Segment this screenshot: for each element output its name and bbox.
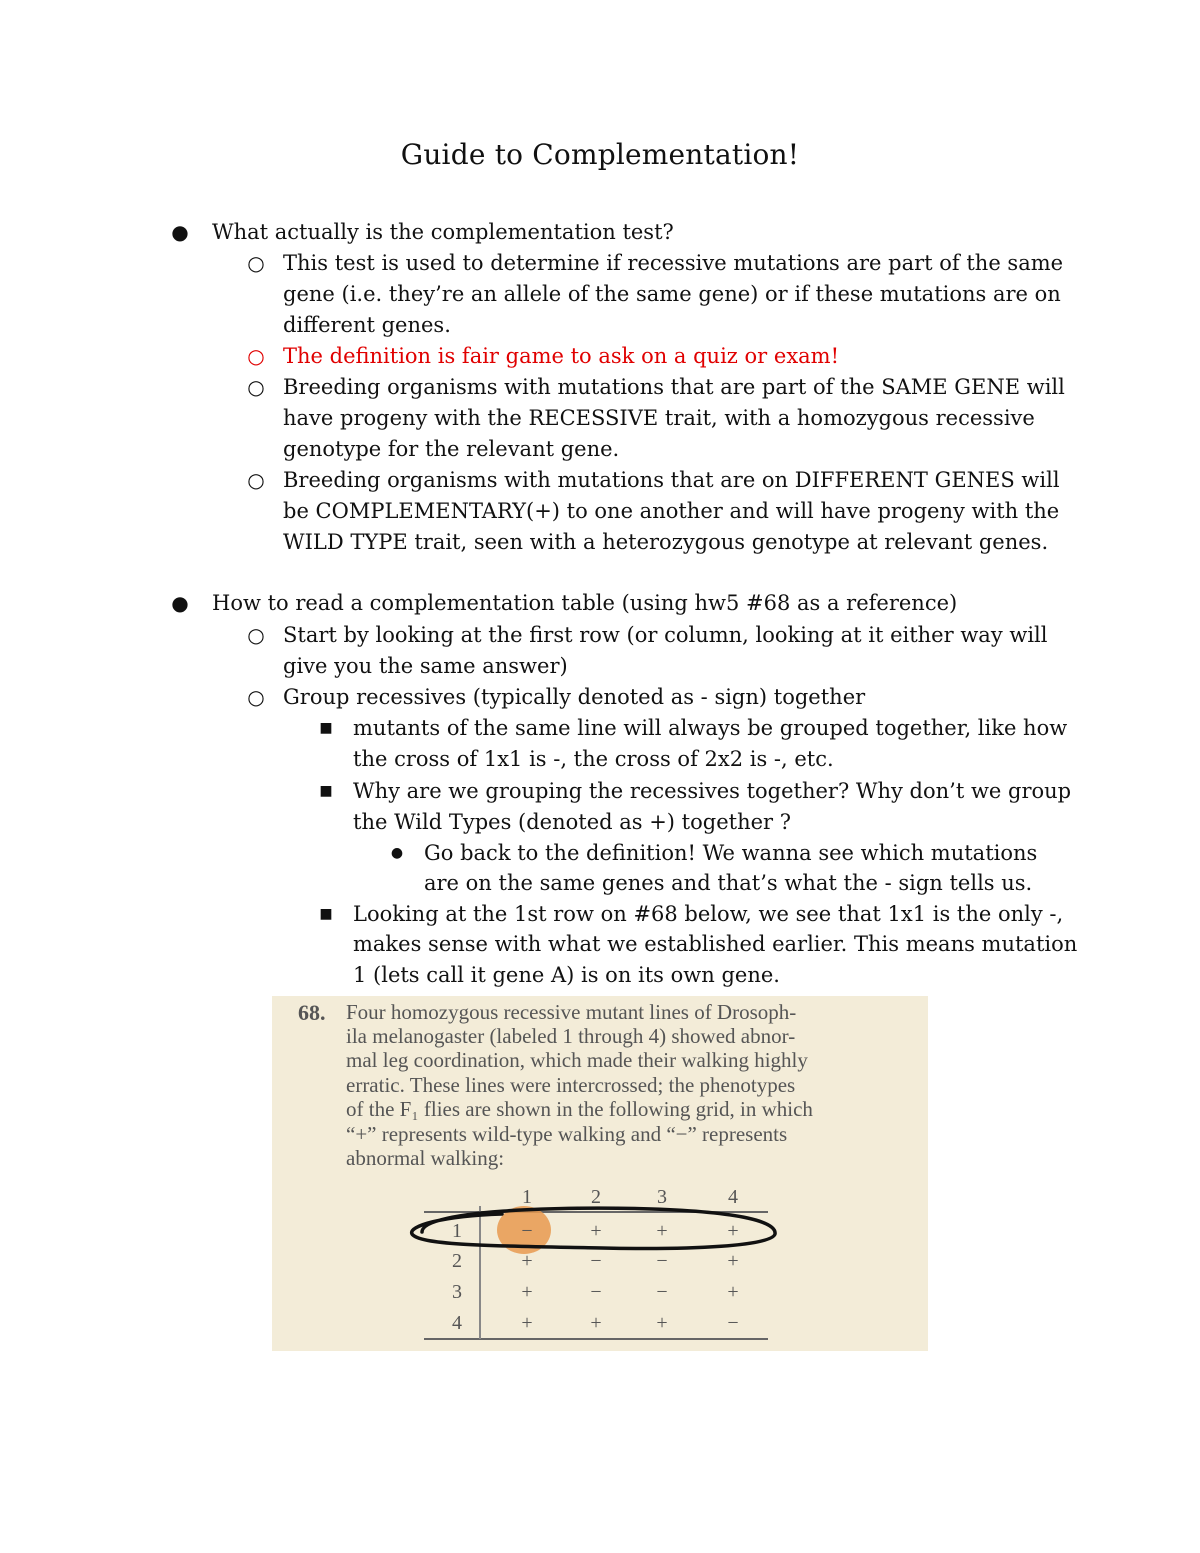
s1-item4-line: be COMPLEMENTARY(+) to one another and will have progeny with the	[283, 499, 1060, 523]
s1-item3-line: have progeny with the RECESSIVE trait, with a homozygous recessive	[283, 406, 1035, 430]
bullet-square-icon: ■	[319, 906, 333, 922]
s1-item1-line: gene (i.e. they’re an allele of the same gene) or if these mutations are on	[283, 282, 1061, 306]
grid-row-header: 1	[452, 1220, 462, 1242]
grid-cell: +	[727, 1220, 739, 1242]
s1-item2-red-note: The definition is fair game to ask on a quiz or exam!	[283, 344, 840, 368]
bullet-circle-icon: ○	[247, 685, 265, 709]
grid-col-header: 1	[522, 1186, 532, 1208]
grid-cell: +	[656, 1220, 668, 1242]
s2-subsub1-line: Go back to the definition! We wanna see which mutations	[424, 841, 1038, 865]
bullet-circle-icon: ○	[247, 344, 265, 368]
s2-item2: Group recessives (typically denoted as - sign) together	[283, 685, 866, 709]
problem-text-line: mal leg coordination, which made their walking highly	[346, 1048, 808, 1072]
grid-row-header: 3	[452, 1281, 462, 1303]
problem-text-line: ila melanogaster (labeled 1 through 4) showed abnor-	[346, 1024, 796, 1048]
grid-cell: +	[656, 1312, 668, 1334]
s2-sub1-line: mutants of the same line will always be grouped together, like how	[353, 716, 1068, 740]
grid-cell: −	[727, 1312, 739, 1334]
hand-drawn-ellipse	[272, 996, 928, 1351]
s2-sub1-line: the cross of 1x1 is -, the cross of 2x2 is -, etc.	[353, 747, 834, 771]
problem-number: 68.	[298, 1000, 326, 1025]
bullet-dot-icon: ●	[171, 220, 189, 244]
grid-row-header: 2	[452, 1250, 462, 1272]
textbook-excerpt-figure	[272, 996, 928, 1351]
grid-row-header: 4	[452, 1312, 462, 1334]
grid-cell: +	[521, 1312, 533, 1334]
bullet-circle-icon: ○	[247, 375, 265, 399]
grid-cell: −	[590, 1250, 602, 1272]
s1-item3-line: genotype for the relevant gene.	[283, 437, 620, 461]
s2-sub2-line: Why are we grouping the recessives together? Why don’t we group	[353, 779, 1072, 803]
s2-item1-line: Start by looking at the first row (or column, looking at it either way will	[283, 623, 1048, 647]
s1-item1-line: This test is used to determine if recessive mutations are part of the same	[283, 251, 1064, 275]
grid-cell: −	[521, 1220, 533, 1242]
bullet-square-icon: ■	[319, 720, 333, 736]
bullet-circle-icon: ○	[247, 623, 265, 647]
grid-cell: +	[727, 1281, 739, 1303]
section1-heading: What actually is the complementation test?	[212, 220, 674, 244]
s2-sub3-line: Looking at the 1st row on #68 below, we see that 1x1 is the only -,	[353, 902, 1064, 926]
s1-item4-line: WILD TYPE trait, seen with a heterozygous genotype at relevant genes.	[283, 530, 1049, 554]
problem-text-line: abnormal walking:	[346, 1146, 505, 1170]
s1-item4-line: Breeding organisms with mutations that are on DIFFERENT GENES will	[283, 468, 1060, 492]
grid-cell: +	[727, 1250, 739, 1272]
s1-item1-line: different genes.	[283, 313, 451, 337]
grid-col-header: 4	[728, 1186, 738, 1208]
s2-item1-line: give you the same answer)	[283, 654, 568, 678]
grid-cell: +	[590, 1220, 602, 1242]
grid-cell: −	[656, 1281, 668, 1303]
bullet-dot-icon: ●	[390, 845, 404, 861]
problem-text-line: erratic. These lines were intercrossed; the phenotypes	[346, 1073, 796, 1097]
bullet-circle-icon: ○	[247, 251, 265, 275]
grid-cell: +	[521, 1250, 533, 1272]
page-title: Guide to Complementation!	[400, 138, 800, 171]
grid-cell: +	[590, 1312, 602, 1334]
s1-item3-line: Breeding organisms with mutations that are part of the SAME GENE will	[283, 375, 1065, 399]
problem-text-line: “+” represents wild-type walking and “−” represents	[346, 1122, 788, 1146]
s2-sub2-line: the Wild Types (denoted as +) together ?	[353, 810, 791, 834]
bullet-circle-icon: ○	[247, 468, 265, 492]
s2-sub3-line: makes sense with what we established earlier. This means mutation	[353, 932, 1078, 956]
grid-col-header: 2	[591, 1186, 601, 1208]
s2-sub3-line: 1 (lets call it gene A) is on its own gene.	[353, 963, 780, 987]
bullet-dot-icon: ●	[171, 591, 189, 615]
grid-cell: −	[590, 1281, 602, 1303]
problem-text-line: of the F₁ flies are shown in the following grid, in which	[346, 1097, 813, 1121]
section2-heading: How to read a complementation table (using hw5 #68 as a reference)	[212, 591, 958, 615]
grid-cell: −	[656, 1250, 668, 1272]
problem-text-line: Four homozygous recessive mutant lines of Drosoph-	[346, 1000, 797, 1024]
grid-col-header: 3	[657, 1186, 667, 1208]
s2-subsub1-line: are on the same genes and that’s what the - sign tells us.	[424, 871, 1033, 895]
bullet-square-icon: ■	[319, 783, 333, 799]
grid-cell: +	[521, 1281, 533, 1303]
